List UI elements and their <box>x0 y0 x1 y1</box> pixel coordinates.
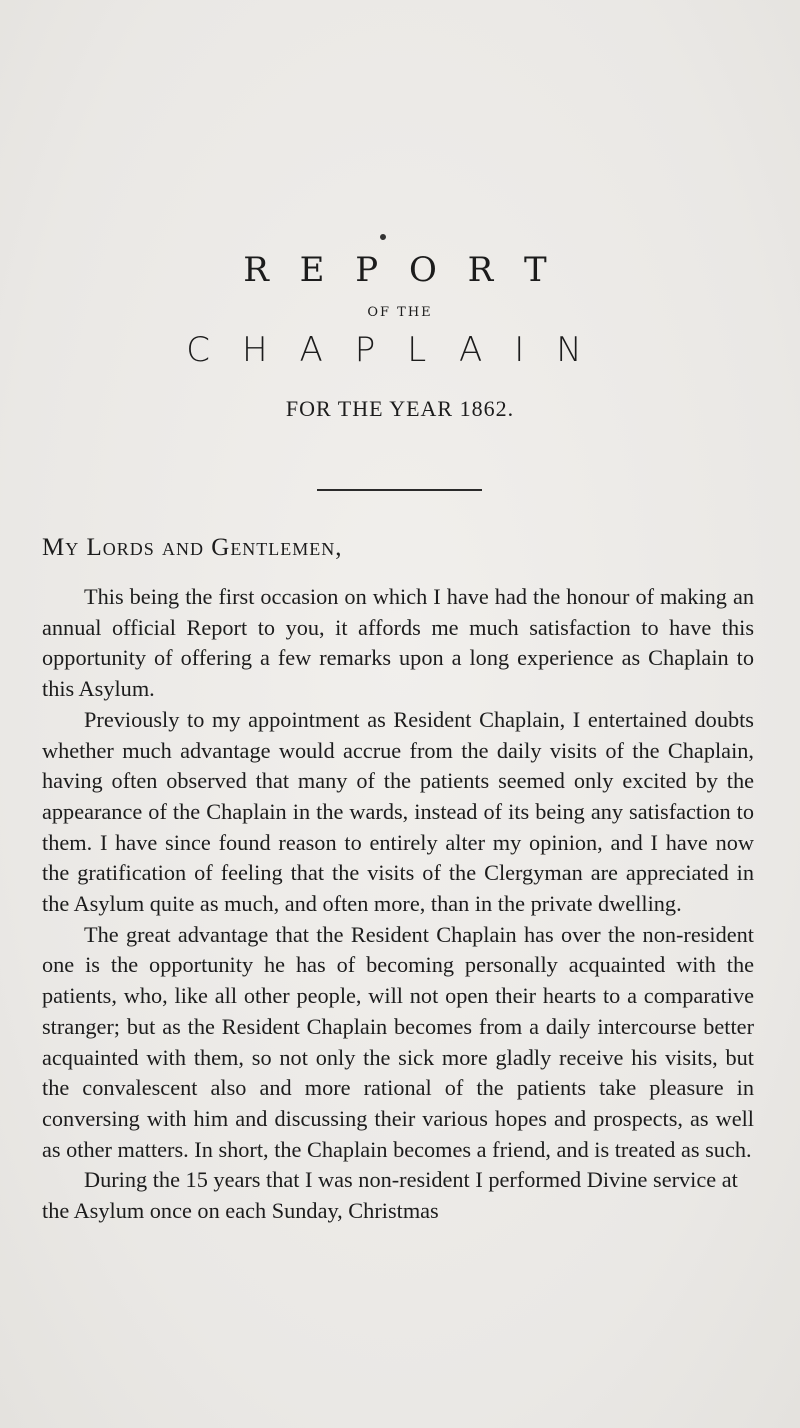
paragraph: This being the first occasion on which I have had the honour of making an annual official Report to you, it affords me much satisfaction to have this opportunity of offering a few remarks upon a long experience as Chaplain to this Asylum. <box>42 584 754 702</box>
paragraph: The great advantage that the Resident Chaplain has over the non-resident one is the opportunity he has of becoming personally acquainted with the patients, who, like all other people, will not open their hearts to a comparative stranger; but as the Resident Chaplain becomes from a daily intercourse better acquainted with them, so not only the sick more gladly receive his visits, but the convalescent also and more rational of the patients take pleasure in conversing with him and discussing their various hopes and prospects, as well as other matters. In short, the Chaplain becomes a friend, and is treated as such. <box>42 921 754 1162</box>
ink-dot <box>380 234 386 240</box>
report-title: R E P O R T <box>243 250 557 290</box>
of-the-label: OF THE <box>367 305 433 320</box>
chaplain-heading: CHAPLAIN <box>186 330 614 370</box>
year-heading: FOR THE YEAR 1862. <box>285 396 515 421</box>
paragraph: Previously to my appointment as Resident Chaplain, I entertained doubts whether much advantage would accrue from the daily visits of the Chaplain, having often observed that many of the patients seemed only excited by the appearance of the Chaplain in the wards, instead of its being any satisfaction to them. I have since found reason to entirely alter my opinion, and I have now the gratification of feeling that the visits of the Clergyman are appreciated in the Asylum quite as much, and often more, than in the private dwelling. <box>42 706 754 917</box>
salutation: My Lords and Gentlemen, <box>42 534 343 561</box>
report-body <box>42 582 754 1227</box>
paragraph: During the 15 years that I was non-resident I performed Divine service at the Asylum once on each Sunday, Christmas <box>42 1167 738 1224</box>
divider-rule <box>317 489 482 491</box>
